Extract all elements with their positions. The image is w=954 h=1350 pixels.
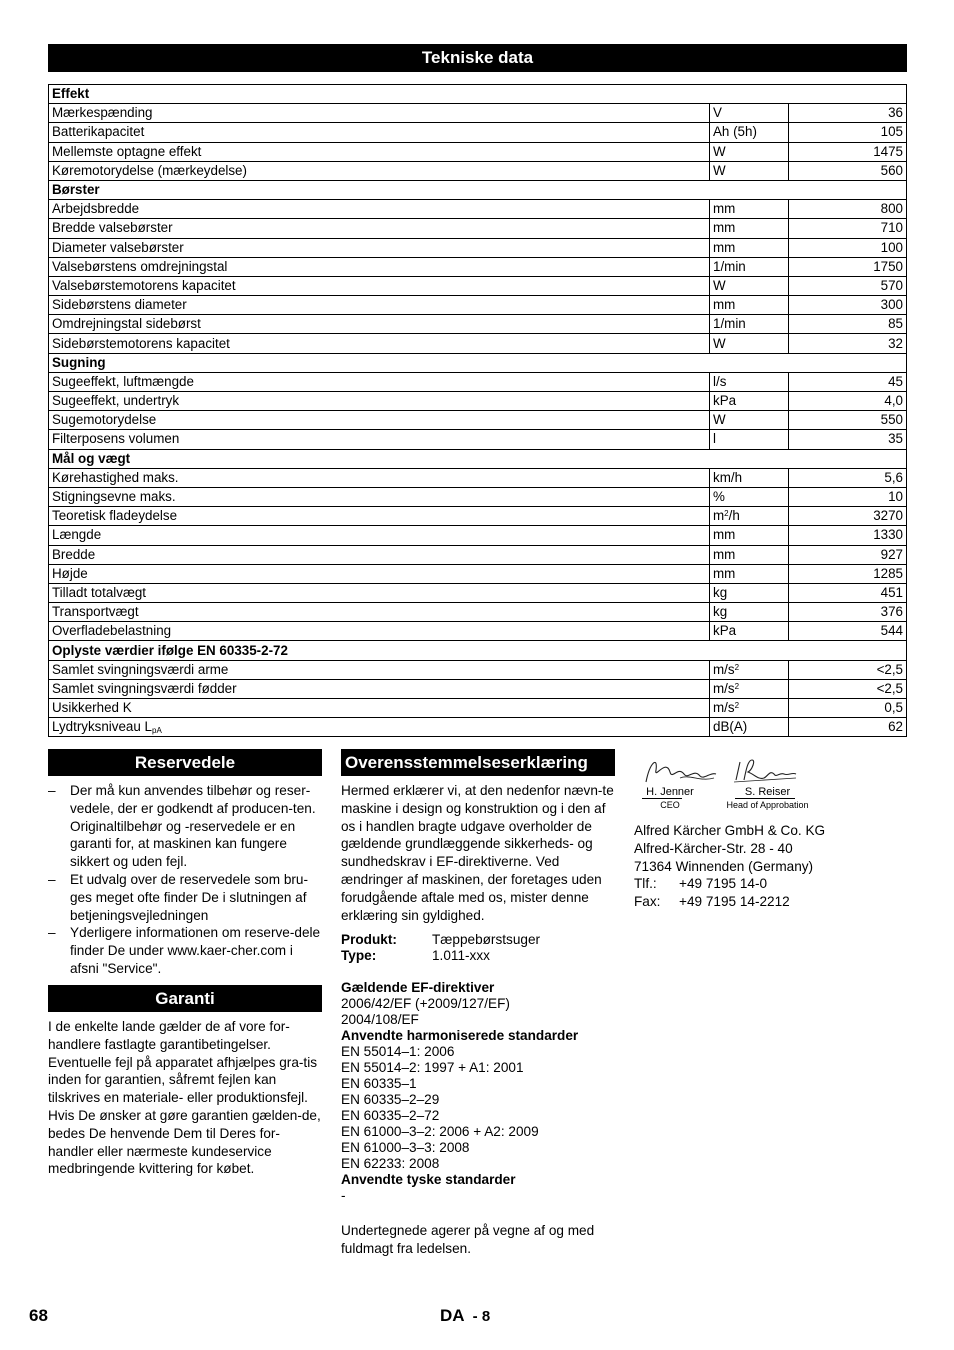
spec-unit bbox=[710, 430, 789, 449]
harmonised-standard: EN 55014–2: 1997 + A1: 2001 bbox=[341, 1060, 524, 1076]
fax-value: +49 7195 14-2212 bbox=[679, 894, 790, 910]
spec-label bbox=[49, 296, 710, 315]
spec-label bbox=[49, 104, 710, 123]
spec-label-sub: pA bbox=[152, 726, 162, 736]
spec-label-text: Valsebørstens omdrejningstal bbox=[52, 258, 228, 274]
spec-row bbox=[49, 334, 907, 353]
spec-value: 927 bbox=[789, 545, 907, 564]
spec-unit bbox=[710, 526, 789, 545]
spec-label bbox=[49, 392, 710, 411]
spec-value: 100 bbox=[789, 238, 907, 257]
spec-row bbox=[49, 603, 907, 622]
tyske-heading: Anvendte tyske standarder bbox=[341, 1172, 516, 1188]
spec-unit bbox=[710, 545, 789, 564]
spec-label-text: Sidebørstens diameter bbox=[52, 297, 187, 313]
spec-unit-tail: /h bbox=[728, 508, 740, 524]
overens-body bbox=[341, 782, 615, 1258]
signature-reiser-name: S. Reiser bbox=[744, 786, 791, 798]
spec-row bbox=[49, 161, 907, 180]
spec-value: 32 bbox=[789, 334, 907, 353]
spec-label bbox=[49, 699, 710, 718]
spec-value: 451 bbox=[789, 583, 907, 602]
spec-label bbox=[49, 468, 710, 487]
spec-value: 376 bbox=[789, 603, 907, 622]
company-city: 71364 Winnenden (Germany) bbox=[634, 858, 814, 874]
spec-label bbox=[49, 219, 710, 238]
spec-unit-text: m bbox=[713, 508, 725, 524]
spec-label-text: Bredde bbox=[52, 546, 96, 562]
spec-value: 800 bbox=[789, 200, 907, 219]
spec-label-text: Længde bbox=[52, 527, 102, 543]
spec-unit-sup: 2 bbox=[734, 662, 740, 672]
spec-unit bbox=[710, 583, 789, 602]
spec-label-text: Kørehastighed maks. bbox=[52, 469, 179, 485]
spec-label bbox=[49, 142, 710, 161]
spec-label-text: Højde bbox=[52, 565, 88, 581]
page-title: Tekniske data bbox=[48, 44, 907, 72]
harmonised-standard: EN 60335–2–29 bbox=[341, 1092, 440, 1108]
spec-unit-text: % bbox=[713, 489, 725, 505]
spec-label bbox=[49, 564, 710, 583]
reservedele-item: – Et udvalg over de reservedele som bru-ges meget ofte finder De i slutningen af betjeningsvejledningen bbox=[48, 871, 322, 924]
overens-heading: Overensstemmelseserklæring bbox=[341, 749, 615, 776]
spec-label bbox=[49, 257, 710, 276]
signature-reiser bbox=[720, 786, 815, 812]
signature-reiser-image bbox=[730, 752, 800, 786]
spec-label-text: Omdrejningstal sidebørst bbox=[52, 316, 201, 332]
spec-value: 0,5 bbox=[789, 699, 907, 718]
spec-value: 3270 bbox=[789, 507, 907, 526]
harmonised-standard: EN 62233: 2008 bbox=[341, 1156, 440, 1172]
spec-unit bbox=[710, 104, 789, 123]
spec-label-text: Transportvægt bbox=[52, 604, 139, 620]
company-address bbox=[634, 822, 906, 911]
footer-lang bbox=[440, 1306, 490, 1326]
spec-row bbox=[49, 718, 907, 737]
spec-row bbox=[49, 468, 907, 487]
spec-row bbox=[49, 679, 907, 698]
spec-unit bbox=[710, 603, 789, 622]
spec-section-title: Mål og vægt bbox=[49, 449, 907, 468]
harm-heading: Anvendte harmoniserede standarder bbox=[341, 1028, 579, 1044]
footer-lang-code: DA bbox=[440, 1306, 464, 1325]
spec-unit-sup: 2 bbox=[724, 509, 729, 519]
spec-unit bbox=[710, 564, 789, 583]
spec-row bbox=[49, 660, 907, 679]
spec-section-title: Effekt bbox=[49, 85, 907, 104]
spec-unit bbox=[710, 392, 789, 411]
spec-unit bbox=[710, 200, 789, 219]
signature-jenner-role: CEO bbox=[660, 800, 680, 810]
spec-unit bbox=[710, 468, 789, 487]
spec-label bbox=[49, 161, 710, 180]
spec-section-row bbox=[49, 180, 907, 199]
spec-unit bbox=[710, 123, 789, 142]
spec-unit-text: Ah (5h) bbox=[713, 124, 757, 140]
spec-label bbox=[49, 679, 710, 698]
spec-unit-text: mm bbox=[713, 546, 736, 562]
harm-list bbox=[341, 1044, 615, 1172]
signature-reiser-role: Head of Approbation bbox=[726, 800, 809, 810]
spec-value: 105 bbox=[789, 123, 907, 142]
spec-row bbox=[49, 487, 907, 506]
spec-label bbox=[49, 411, 710, 430]
spec-label bbox=[49, 487, 710, 506]
spec-row bbox=[49, 411, 907, 430]
reservedele-heading: Reservedele bbox=[48, 749, 322, 776]
spec-row bbox=[49, 430, 907, 449]
spec-unit-sup: 2 bbox=[734, 681, 740, 691]
garanti-text: I de enkelte lande gælder de af vore for-handlere fastlagte garantibetingelser. Eventuelle fejl på apparatet afhjælpes gra-tis inden for garantien, såfremt fejlen kan tilskrives en materiale- eller produktionsfejl. Hvis De ønsker at gøre garantien gælden-de, bedes De henvende Dem til Deres for-handler eller nærmeste kundeservice medbringende kvittering for købet. bbox=[48, 1019, 321, 1177]
spec-label bbox=[49, 430, 710, 449]
spec-unit-text: mm bbox=[713, 565, 736, 581]
spec-row bbox=[49, 296, 907, 315]
spec-label-text: Samlet svingningsværdi arme bbox=[52, 661, 229, 677]
spec-label bbox=[49, 507, 710, 526]
spec-value: 5,6 bbox=[789, 468, 907, 487]
spec-section-row bbox=[49, 449, 907, 468]
harmonised-standard: EN 60335–1 bbox=[341, 1076, 417, 1092]
fax-label: Fax: bbox=[634, 894, 661, 910]
spec-unit-text: W bbox=[713, 143, 726, 159]
spec-row bbox=[49, 200, 907, 219]
spec-unit-text: W bbox=[713, 162, 726, 178]
spec-label bbox=[49, 334, 710, 353]
signature-jenner-image bbox=[640, 752, 720, 788]
spec-unit bbox=[710, 296, 789, 315]
spec-label-text: Tilladt totalvægt bbox=[52, 584, 147, 600]
spec-unit-text: mm bbox=[713, 220, 736, 236]
spec-section-row bbox=[49, 85, 907, 104]
spec-value: 45 bbox=[789, 372, 907, 391]
produkt-label: Produkt: bbox=[341, 932, 397, 948]
spec-label-text: Mellemste optagne effekt bbox=[52, 143, 202, 159]
spec-unit-text: dB(A) bbox=[713, 719, 748, 735]
spec-label bbox=[49, 660, 710, 679]
spec-value: 300 bbox=[789, 296, 907, 315]
spec-row bbox=[49, 238, 907, 257]
spec-label bbox=[49, 238, 710, 257]
spec-row bbox=[49, 372, 907, 391]
spec-value: 10 bbox=[789, 487, 907, 506]
garanti-heading: Garanti bbox=[48, 985, 322, 1012]
spec-row bbox=[49, 526, 907, 545]
spec-unit bbox=[710, 257, 789, 276]
spec-unit-text: m/s bbox=[713, 661, 735, 677]
spec-unit-text: mm bbox=[713, 297, 736, 313]
spec-row bbox=[49, 219, 907, 238]
tyske-value: - bbox=[341, 1188, 346, 1204]
spec-value: 560 bbox=[789, 161, 907, 180]
signature-jenner-name: H. Jenner bbox=[646, 786, 694, 798]
page-number: 68 bbox=[29, 1306, 48, 1325]
reservedele-item: – Der må kun anvendes tilbehør og reser-vedele, der er godkendt af producen-ten. Originaltilbehør og -reservedele er en garanti for, at maskinen kan fungere sikkert og uden fejl. bbox=[48, 782, 322, 871]
produkt-value: Tæppebørstsuger bbox=[432, 932, 541, 948]
company-fax bbox=[634, 893, 906, 911]
spec-label-text: Stigningsevne maks. bbox=[52, 489, 176, 505]
spec-row bbox=[49, 583, 907, 602]
spec-unit-text: m/s bbox=[713, 700, 735, 716]
reservedele-list bbox=[48, 782, 322, 978]
spec-value: <2,5 bbox=[789, 679, 907, 698]
spec-unit bbox=[710, 679, 789, 698]
spec-unit bbox=[710, 660, 789, 679]
spec-unit-text: km/h bbox=[713, 469, 743, 485]
spec-unit bbox=[710, 507, 789, 526]
spec-value: 550 bbox=[789, 411, 907, 430]
spec-section-title: Sugning bbox=[49, 353, 907, 372]
spec-label-text: Overfladebelastning bbox=[52, 623, 172, 639]
reservedele-body bbox=[48, 782, 322, 978]
spec-value: 35 bbox=[789, 430, 907, 449]
spec-table bbox=[48, 84, 907, 737]
spec-row bbox=[49, 545, 907, 564]
spec-unit-text: W bbox=[713, 412, 726, 428]
spec-unit-text: kPa bbox=[713, 393, 737, 409]
spec-section-title: Oplyste værdier ifølge EN 60335-2-72 bbox=[49, 641, 907, 660]
reservedele-item: – Yderligere informationen om reserve-dele finder De under www.kaer-cher.com i afsni "Service". bbox=[48, 924, 322, 977]
type-row bbox=[341, 948, 615, 964]
spec-unit-sup: 2 bbox=[734, 701, 740, 711]
spec-value: <2,5 bbox=[789, 660, 907, 679]
spec-value: 570 bbox=[789, 276, 907, 295]
signature-jenner bbox=[640, 786, 700, 812]
spec-label bbox=[49, 603, 710, 622]
tel-value: +49 7195 14-0 bbox=[679, 876, 768, 892]
spec-value: 4,0 bbox=[789, 392, 907, 411]
spec-unit-text: W bbox=[713, 277, 726, 293]
spec-row bbox=[49, 315, 907, 334]
spec-unit bbox=[710, 718, 789, 737]
spec-unit-text: kPa bbox=[713, 623, 737, 639]
spec-row bbox=[49, 564, 907, 583]
spec-label bbox=[49, 583, 710, 602]
spec-label-text: Lydtryksniveau L bbox=[52, 719, 152, 735]
spec-row bbox=[49, 142, 907, 161]
spec-label bbox=[49, 123, 710, 142]
type-value: 1.011-xxx bbox=[432, 948, 490, 964]
ef-directive: 2004/108/EF bbox=[341, 1012, 419, 1028]
spec-label-text: Diameter valsebørster bbox=[52, 239, 184, 255]
spec-label-text: Arbejdsbredde bbox=[52, 201, 140, 217]
company-name: Alfred Kärcher GmbH & Co. KG bbox=[634, 823, 826, 838]
spec-unit-text: kg bbox=[713, 604, 728, 620]
tel-label: Tlf.: bbox=[634, 876, 657, 892]
spec-value: 1330 bbox=[789, 526, 907, 545]
spec-value: 1475 bbox=[789, 142, 907, 161]
spec-label-text: Sugeeffekt, undertryk bbox=[52, 393, 180, 409]
spec-unit bbox=[710, 411, 789, 430]
ef-list bbox=[341, 996, 615, 1028]
spec-row bbox=[49, 104, 907, 123]
type-label: Type: bbox=[341, 948, 377, 964]
company-street: Alfred-Kärcher-Str. 28 - 40 bbox=[634, 840, 793, 856]
spec-unit bbox=[710, 372, 789, 391]
spec-label bbox=[49, 276, 710, 295]
spec-value: 1285 bbox=[789, 564, 907, 583]
overens-closing: Undertegnede agerer på vegne af og med fuldmagt fra ledelsen. bbox=[341, 1223, 595, 1257]
spec-label bbox=[49, 200, 710, 219]
spec-label bbox=[49, 372, 710, 391]
spec-row bbox=[49, 507, 907, 526]
spec-section-title: Børster bbox=[49, 180, 907, 199]
spec-row bbox=[49, 123, 907, 142]
spec-unit-text: V bbox=[713, 105, 722, 121]
company-tel bbox=[634, 875, 906, 893]
spec-row bbox=[49, 257, 907, 276]
spec-value: 62 bbox=[789, 718, 907, 737]
spec-unit-text: kg bbox=[713, 584, 728, 600]
spec-unit-text: l/s bbox=[713, 373, 727, 389]
spec-value: 544 bbox=[789, 622, 907, 641]
spec-label-text: Sugeeffekt, luftmængde bbox=[52, 373, 194, 389]
spec-unit bbox=[710, 315, 789, 334]
spec-unit bbox=[710, 238, 789, 257]
spec-label-text: Køremotorydelse (mærkeydelse) bbox=[52, 162, 247, 178]
spec-label-text: Teoretisk fladeydelse bbox=[52, 508, 178, 524]
spec-unit-text: mm bbox=[713, 527, 736, 543]
spec-unit-text: mm bbox=[713, 201, 736, 217]
footer-sub: - 8 bbox=[472, 1308, 491, 1325]
harmonised-standard: EN 60335–2–72 bbox=[341, 1108, 440, 1124]
spec-unit bbox=[710, 276, 789, 295]
harmonised-standard: EN 61000–3–2: 2006 + A2: 2009 bbox=[341, 1124, 539, 1140]
spec-section-row bbox=[49, 641, 907, 660]
spec-label-text: Sidebørstemotorens kapacitet bbox=[52, 335, 230, 351]
spec-unit-text: mm bbox=[713, 239, 736, 255]
spec-value: 1750 bbox=[789, 257, 907, 276]
spec-label-text: Sugemotorydelse bbox=[52, 412, 157, 428]
spec-label bbox=[49, 622, 710, 641]
spec-value: 85 bbox=[789, 315, 907, 334]
spec-label-text: Bredde valsebørster bbox=[52, 220, 173, 236]
ef-heading: Gældende EF-direktiver bbox=[341, 980, 495, 996]
spec-row bbox=[49, 392, 907, 411]
spec-label-text: Mærkespænding bbox=[52, 105, 153, 121]
spec-unit bbox=[710, 487, 789, 506]
harmonised-standard: EN 55014–1: 2006 bbox=[341, 1044, 455, 1060]
spec-unit-text: 1/min bbox=[713, 258, 746, 274]
spec-unit bbox=[710, 699, 789, 718]
overens-intro: Hermed erklærer vi, at den nedenfor nævn-te maskine i design og konstruktion og i den af os i handlen bragte udgave overholder de gældende grundlæggende sikkerheds- og sundhedskrav i EF-direktiverne. Ved ændringer af maskinen, der foretages uden forudgående aftale med os, mister denne erklæring sin gyldighed. bbox=[341, 783, 614, 923]
spec-value: 36 bbox=[789, 104, 907, 123]
spec-label bbox=[49, 526, 710, 545]
spec-row bbox=[49, 699, 907, 718]
spec-unit bbox=[710, 622, 789, 641]
spec-label-text: Valsebørstemotorens kapacitet bbox=[52, 277, 236, 293]
spec-unit-text: l bbox=[713, 431, 716, 447]
spec-section-row bbox=[49, 353, 907, 372]
spec-unit bbox=[710, 161, 789, 180]
spec-unit bbox=[710, 219, 789, 238]
spec-row bbox=[49, 622, 907, 641]
spec-label-text: Batterikapacitet bbox=[52, 124, 145, 140]
spec-value: 710 bbox=[789, 219, 907, 238]
produkt-row bbox=[341, 932, 615, 948]
spec-unit-text: 1/min bbox=[713, 316, 746, 332]
spec-row bbox=[49, 276, 907, 295]
spec-label bbox=[49, 718, 710, 737]
spec-label bbox=[49, 545, 710, 564]
spec-label-text: Usikkerhed K bbox=[52, 700, 132, 716]
spec-unit bbox=[710, 334, 789, 353]
ef-directive: 2006/42/EF (+2009/127/EF) bbox=[341, 996, 510, 1012]
spec-unit-text: m/s bbox=[713, 680, 735, 696]
spec-unit-text: W bbox=[713, 335, 726, 351]
spec-label-text: Samlet svingningsværdi fødder bbox=[52, 680, 237, 696]
spec-label-text: Filterposens volumen bbox=[52, 431, 180, 447]
spec-label bbox=[49, 315, 710, 334]
harmonised-standard: EN 61000–3–3: 2008 bbox=[341, 1140, 470, 1156]
spec-unit bbox=[710, 142, 789, 161]
